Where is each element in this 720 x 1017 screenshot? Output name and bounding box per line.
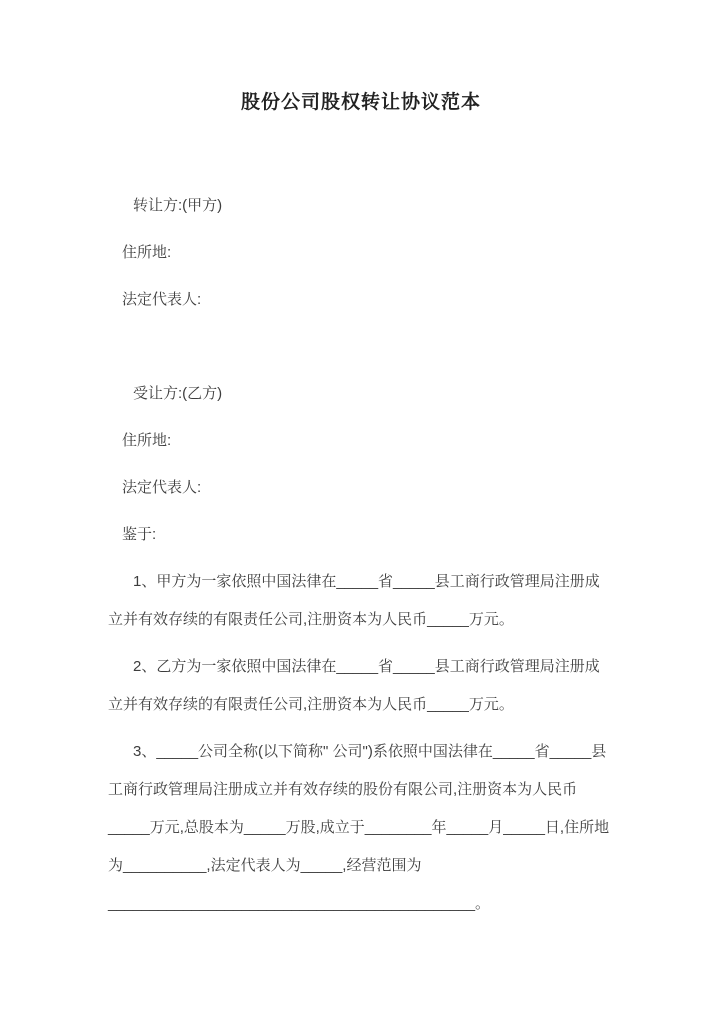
transferor-legal-rep-line: 法定代表人: <box>122 291 202 308</box>
recital-clause-2: 2、乙方为一家依照中国法律在_____省_____县工商行政管理局注册成立并有效存续的有限责任公司,注册资本为人民币_____万元。 <box>108 658 600 713</box>
transferor-address-line: 住所地: <box>122 244 172 261</box>
recital-clause-3: 3、_____公司全称(以下简称" 公司")系依照中国法律在_____省_____县工商行政管理局注册成立并有效存续的股份有限公司,注册资本为人民币_____万元,总股本为_____万股,成立于________年_____月_____日,住所地为__________,法定代表人为_____,经营范围为____________________________________________。 <box>108 743 610 912</box>
document-title: 股份公司股权转让协议范本 <box>240 92 481 113</box>
whereas-label: 鉴于: <box>122 526 157 543</box>
recital-clause-1: 1、甲方为一家依照中国法律在_____省_____县工商行政管理局注册成立并有效存续的有限责任公司,注册资本为人民币_____万元。 <box>108 573 600 628</box>
transferee-legal-rep-line: 法定代表人: <box>122 479 202 496</box>
transferee-party-line: 受让方:(乙方) <box>133 385 223 402</box>
transferee-address-line: 住所地: <box>122 432 172 449</box>
transferor-party-line: 转让方:(甲方) <box>133 197 223 214</box>
